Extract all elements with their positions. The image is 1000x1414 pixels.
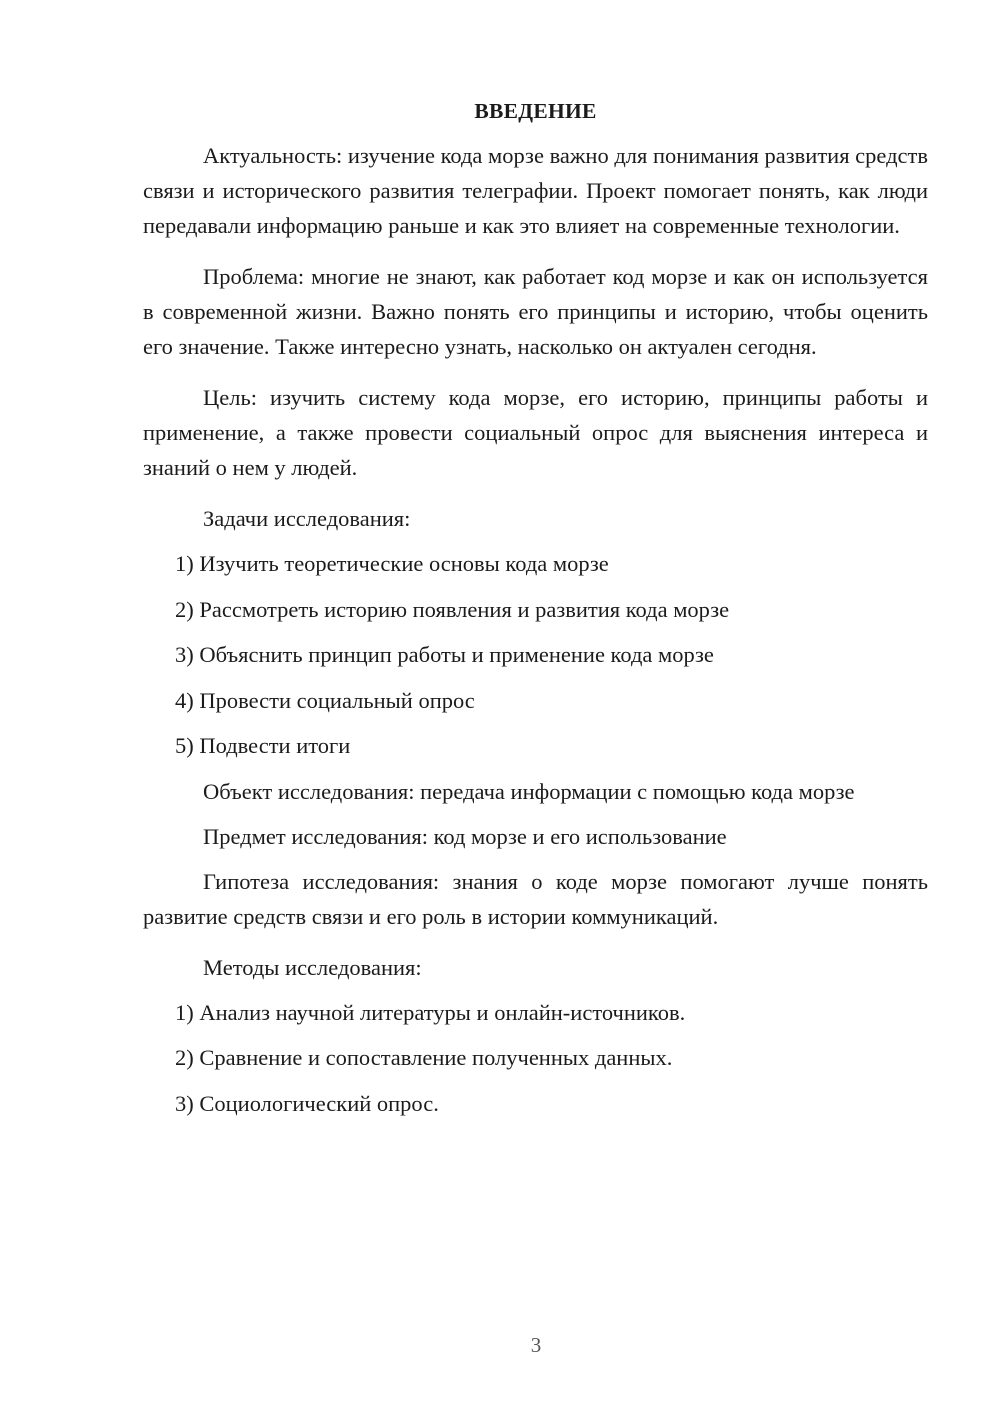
problem-paragraph: Проблема: многие не знают, как работает код морзе и как он используется в современной жизни. Важно понять его принципы и историю, чтобы оценить его значение. Также интересно узнать, насколько он актуален сегодня. (143, 264, 928, 359)
tasks-list (143, 546, 928, 763)
methods-list (143, 995, 928, 1121)
methods-heading: Методы исследования: (203, 954, 422, 980)
page-number: 3 (530, 1333, 542, 1357)
task-item: 3) Объяснить принцип работы и применение кода морзе (175, 642, 714, 667)
page-title: ВВЕДЕНИЕ (474, 99, 597, 123)
research-subject: Предмет исследования: код морзе и его использование (203, 823, 727, 849)
task-item: 4) Провести социальный опрос (175, 687, 475, 713)
goal-paragraph: Цель: изучить систему кода морзе, его историю, принципы работы и применение, а также провести социальный опрос для выяснения интереса и знаний о нем у людей. (143, 385, 928, 480)
task-item: 1) Изучить теоретические основы кода морзе (175, 551, 609, 576)
task-item: 5) Подвести итоги (175, 733, 351, 758)
tasks-heading: Задачи исследования: (203, 506, 411, 531)
relevance-paragraph: Актуальность: изучение кода морзе важно для понимания развития средств связи и исторического развития телеграфии. Проект помогает понять, как люди передавали информацию раньше и как это влияет на современные технологии. (143, 143, 928, 238)
method-item: 1) Анализ научной литературы и онлайн-источников. (175, 999, 686, 1025)
method-item: 3) Социологический опрос. (175, 1090, 439, 1116)
hypothesis-paragraph: Гипотеза исследования: знания о коде морзе помогают лучше понять развитие средств связи и его роль в истории коммуникаций. (143, 868, 928, 929)
page-content (143, 96, 928, 1131)
research-object: Объект исследования: передача информации с помощью кода морзе (203, 778, 855, 804)
task-item: 2) Рассмотреть историю появления и развития кода морзе (175, 596, 730, 622)
method-item: 2) Сравнение и сопоставление полученных данных. (175, 1045, 673, 1070)
